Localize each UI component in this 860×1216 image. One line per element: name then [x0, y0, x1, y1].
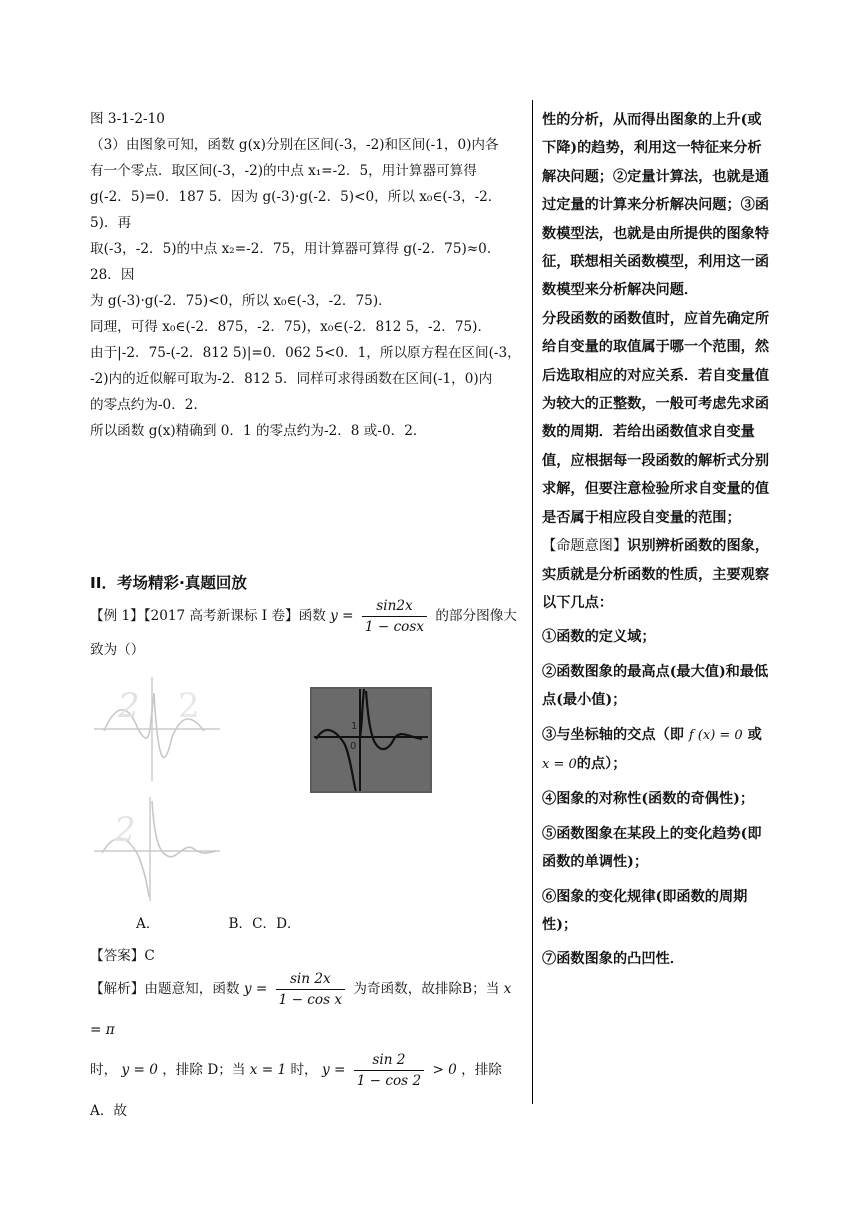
answer-line: 【答案】C [90, 948, 155, 964]
right-column [542, 106, 788, 974]
analysis-text: 时， [290, 1062, 318, 1078]
example-suffix: 的部分图像大 [435, 608, 517, 624]
point-text: ③与坐标轴的交点（即 [542, 726, 684, 743]
fraction-denominator: 1 − cos x [276, 989, 345, 1010]
point-math: x = 0 [542, 756, 577, 772]
solution-line: g(-2．5)=0．187 5．因为 g(-3)·g(-2．5)<0，所以 x₀∈(-3，-2．5)．再 [90, 189, 502, 231]
analysis-line-2 [90, 1050, 526, 1131]
fraction-denominator: 1 − cos 2 [354, 1070, 424, 1091]
intent-line [542, 532, 788, 560]
left-column [90, 106, 526, 1131]
example-question-line2: 致为（） [90, 642, 145, 658]
graph-c-faded [94, 793, 224, 903]
solution-line: 同理，可得 x₀∈(-2．875，-2．75)，x₀∈(-2．812 5，-2．75)． [90, 319, 492, 335]
note-line: 求解，但要注意检验所求自变量的值 [542, 481, 770, 498]
svg-text:2: 2 [118, 686, 140, 726]
point-line: ②函数图象的最高点(最大值)和最低 [542, 663, 769, 680]
example-y: y = [330, 608, 354, 624]
point-line: 性)； [542, 916, 578, 933]
point-line: ①函数的定义域； [542, 629, 656, 646]
svg-text:2: 2 [114, 810, 136, 850]
point-line: 点(最小值)； [542, 692, 627, 709]
note-line: 征，联想相关函数模型，利用这一函 [542, 254, 770, 271]
solution-line: -2)内的近似解可取为-2．812 5．同样可求得函数在区间(-1，0)内 [90, 371, 493, 387]
fraction-numerator: sin2x [376, 598, 413, 614]
point-line [542, 750, 788, 779]
graph-b [310, 687, 432, 793]
note-line: 过定量的计算来分析解决问题；③函 [542, 197, 770, 214]
solution-line: 由于|-2．75-(-2．812 5)|=0．062 5<0．1，所以原方程在区间(-3， [90, 345, 521, 361]
example-fraction [362, 596, 427, 637]
point-line: ④图象的对称性(函数的奇偶性)； [542, 791, 755, 808]
solution-line: （3）由图象可知，函数 g(x)分别在区间(-3，-2)和区间(-1，0)内各 [90, 137, 499, 153]
fraction-numerator: sin 2x [289, 971, 331, 987]
example-prefix: 【例 1】【2017 高考新课标 I 卷】函数 [90, 608, 326, 624]
analysis-text: 时， [90, 1062, 118, 1078]
analysis-math: y = [243, 981, 268, 997]
note-line: 是否属于相应段自变量的范围； [542, 509, 741, 526]
analysis-math: x = π [90, 981, 512, 1038]
point-math: f (x) = 0 [688, 727, 743, 743]
answer-options: A． B．C．D． [136, 916, 301, 932]
note-line: 以下几点： [542, 594, 613, 611]
point-text: 或 [747, 726, 762, 743]
note-line: 值，应根据每一段函数的解析式分别 [542, 452, 770, 469]
intent-tag: 【命题意图】 [542, 538, 628, 555]
solution-line: 有一个零点．取区间(-3，-2)的中点 x₁=-2．5，用计算器可算得 [90, 163, 477, 179]
option-graphs [90, 673, 526, 911]
analysis-text: 为奇函数，故排除B；当 [353, 981, 500, 997]
fraction-numerator: sin 2 [372, 1052, 406, 1068]
note-line: 为较大的正整数，一般可考虑先求函 [542, 396, 770, 413]
analysis-math: y = 0 [121, 1062, 158, 1078]
section-title: II．考场精彩·真题回放 [90, 574, 247, 592]
point-line: ⑥图象的变化规律(即函数的周期 [542, 888, 748, 905]
note-line: 分段函数的函数值时，应首先确定所 [542, 310, 770, 327]
point-line: ⑦函数图象的凸凹性． [542, 951, 684, 968]
solution-line: 的零点约为-0．2． [90, 397, 208, 413]
analysis-line-1 [90, 969, 526, 1050]
fraction-denominator: 1 − cosx [362, 616, 427, 637]
note-line: 性的分析，从而得出图象的上升(或 [542, 112, 762, 128]
analysis-fraction [276, 969, 345, 1010]
analysis-math: x = 1 [249, 1062, 287, 1078]
graph-a-faded [94, 673, 224, 783]
solution-line: 取(-3，-2．5)的中点 x₂=-2．75，用计算器可算得 g(-2．75)≈0．28．因 [90, 241, 501, 283]
point-text: 的点）； [576, 755, 627, 772]
figure-caption: 图 3-1-2-10 [90, 111, 165, 127]
graph-b-label-origin: 0 [350, 741, 357, 752]
example-question [90, 596, 526, 637]
analysis-text: ，排除 A．故 [90, 1062, 502, 1119]
note-line: 下降)的趋势，利用这一特征来分析 [542, 140, 762, 157]
note-line: 数模型法，也就是由所提供的图象特 [542, 225, 770, 242]
analysis-math: > 0 [432, 1062, 457, 1078]
svg-text:2: 2 [178, 686, 200, 726]
note-line: 数模型来分析解决问题． [542, 282, 699, 299]
point-line: 函数的单调性)； [542, 854, 649, 871]
note-line: 后选取相应的对应关系．若自变量值 [542, 367, 770, 384]
graph-b-label-one: 1 [351, 721, 358, 732]
note-line: 解决问题；②定量计算法，也就是通 [542, 168, 770, 185]
conclusion-line: 所以函数 g(x)精确到 0．1 的零点约为-2．8 或-0．2． [90, 423, 427, 439]
note-line: 数的周期．若给出函数值求自变量 [542, 424, 755, 441]
note-line: 给自变量的取值属于哪一个范围，然 [542, 339, 770, 356]
solution-line: 为 g(-3)·g(-2．75)<0，所以 x₀∈(-3，-2．75)． [90, 293, 392, 309]
analysis-math: y = [321, 1062, 346, 1078]
analysis-fraction [354, 1050, 424, 1091]
column-divider [532, 100, 533, 1104]
analysis-text: ，排除 D；当 [162, 1062, 246, 1078]
note-line: 实质就是分析函数的性质，主要观察 [542, 566, 770, 583]
intent-text: 识别辨析函数的图象， [627, 538, 770, 555]
point-line: ⑤函数图象在某段上的变化趋势(即 [542, 825, 762, 842]
point-line [542, 721, 788, 750]
analysis-text: 【解析】由题意知，函数 [90, 981, 240, 997]
